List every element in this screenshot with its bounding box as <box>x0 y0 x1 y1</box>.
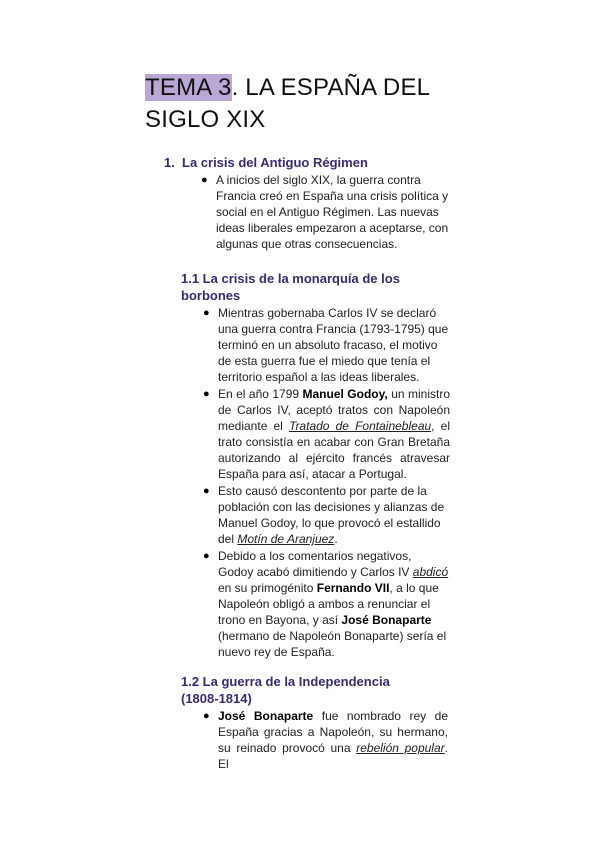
bullet-text: un ministro de Carlos IV, aceptó tratos con Napoleón mediante el <box>218 387 450 433</box>
bullet-text: . <box>334 532 338 546</box>
bullet-text: , a lo que Napoleón obligó a ambos a renunciar el trono en Bayona, y así <box>218 581 439 627</box>
bullet-icon: ● <box>201 174 208 186</box>
list-item <box>201 172 452 252</box>
term-link[interactable]: rebelión popular <box>356 741 445 755</box>
title-highlight: TEMA 3 <box>145 74 232 101</box>
bullet-text: En el año 1799 <box>218 387 303 401</box>
bullet-icon: ● <box>203 388 210 400</box>
bold-name: José Bonaparte <box>341 613 432 627</box>
section-1-2-heading: 1.2 La guerra de la Independencia (1808-1814) <box>181 674 390 706</box>
title-rest: . LA ESPAÑA DEL <box>231 74 431 101</box>
bullet-icon: ● <box>203 307 210 319</box>
bullet-text: (hermano de Napoleón Bonaparte) sería el nuevo rey de España. <box>218 629 447 659</box>
bold-name: Manuel Godoy, <box>302 387 388 401</box>
section-1-heading-text: La crisis del Antiguo Régimen <box>182 155 368 170</box>
bullet-text: , el trato consistía en acabar con Gran Bretaña autorizando al ejército francés atravesar España para así, atacar a Portugal. <box>218 419 450 481</box>
bullet-text: Mientras gobernaba Carlos IV se declaró una guerra contra Francia (1793-1795) que terminó en un absoluto fracaso, el motivo de esta guerra fue el miedo que tenía el territorio español a las ideas liberales. <box>218 306 449 384</box>
list-item <box>203 548 450 660</box>
bullet-text: A inicios del siglo XIX, la guerra contra Francia creó en España una crisis política y social en el Antiguo Régimen. Las nuevas ideas liberales empezaron a aceptarse, con algunas que otras consecuencias. <box>216 173 449 251</box>
list-item <box>203 305 450 385</box>
section-1-list <box>201 172 452 253</box>
bullet-icon: ● <box>203 550 210 562</box>
bullet-icon: ● <box>203 485 210 497</box>
term-link[interactable]: Motín de Aranjuez <box>237 532 335 546</box>
section-1-heading <box>164 154 368 172</box>
bullet-icon: ● <box>203 710 210 722</box>
list-item <box>203 386 450 482</box>
term-link[interactable]: Tratado de Fontainebleau <box>289 419 432 433</box>
bold-name: José Bonaparte <box>218 709 314 723</box>
bullet-text: Debido a los comentarios negativos, Godoy acabó dimitiendo y Carlos IV <box>218 549 413 579</box>
title-line2: SIGLO XIX <box>145 106 266 133</box>
bold-name: Fernando VII <box>316 581 390 595</box>
section-1-2-list <box>203 708 449 773</box>
term-link[interactable]: abdicó <box>412 565 449 579</box>
section-1-1-list <box>203 305 450 661</box>
list-item <box>203 483 450 547</box>
bullet-text: en su primogénito <box>218 581 317 595</box>
list-item <box>203 708 449 772</box>
section-1-number: 1. <box>164 155 175 170</box>
section-1-1-heading: 1.1 La crisis de la monarquía de los borbones <box>181 271 400 303</box>
bullet-text: Esto causó descontento por parte de la población con las decisiones y alianzas de Manuel Godoy, lo que provocó el estallido del <box>218 484 445 546</box>
bullet-text: . El <box>218 741 448 771</box>
page-title <box>145 72 545 136</box>
bullet-text: fue nombrado rey de España gracias a Napoleón, su hermano, su reinado provocó una <box>218 709 449 755</box>
